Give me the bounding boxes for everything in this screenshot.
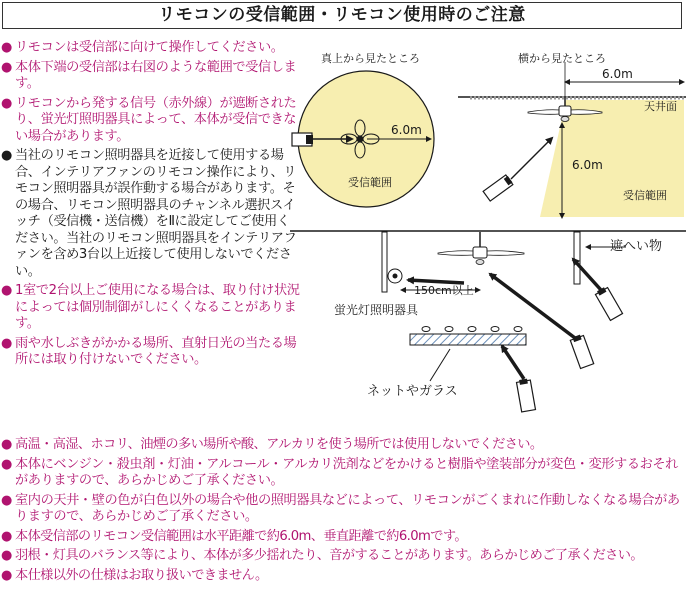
note-text: 室内の天井・壁の色が白色以外の場合や他の照明器具などによって、リモコンがごくまれに作動しなくなる場合がありますので、あらかじめご了承ください。 [15,492,680,524]
note-text: 本仕様以外の仕様はお取り扱いできません。 [15,567,268,583]
bullet-dot-icon: ● [1,40,12,55]
fluorescent-lamp-icon [388,269,402,283]
fluorescent-fixture-arm [382,232,387,292]
top-distance-label: 6.0m [391,123,422,137]
notes-left-list [1,40,301,372]
note-text: 高温・高湿、ホコリ、油煙の多い場所や酸、アルカリを使う場所では使用しないでください。 [15,437,543,452]
remote-emitter-icon [306,135,313,144]
bullet-dot-icon: ● [1,59,12,75]
note-text: 当社のリモコン照明器具を近接して使用する場合、インテリアファンのリモコン操作により、リモコン照明器具が誤作動する場合があります。その場合、リモコン照明器具のチャンネル選択スイッチ（受信機・送信機）をⅡに設定してご使用ください。当社のリモコン照明器具をインテリアファンを含め3台以上近接して使用しないでください。 [15,148,297,279]
obstacle-label: 遮へい物 [610,239,663,254]
note-text: 本体下端の受信部は右図のような範囲で受信します。 [15,59,297,91]
note-item [1,493,685,526]
remote-control-fluorescent-icon [570,334,594,369]
note-item [1,283,301,333]
note-item [1,568,685,585]
net-glass-panel [410,334,526,345]
note-item [1,40,301,57]
note-text: 羽根・灯具のバランス等により、本体が多少揺れたり、音がすることがあります。あらかじめご了承ください。 [15,548,643,563]
notes-bottom-list [1,437,685,587]
note-text: 雨や水しぶきがかかる場所、直射日光の当たる場所には取り付けないでください。 [15,335,297,367]
note-item [1,148,301,280]
note-item [1,336,301,369]
side-range-label: 受信範囲 [623,189,667,202]
glass-signal-arrow [502,346,524,379]
page-title: リモコンの受信範囲・リモコン使用時のご注意 [2,2,682,29]
remote-control-obstacle-icon [594,286,622,321]
ceiling-fan-lower-icon [438,232,524,265]
bullet-dot-icon: ● [1,528,12,544]
ceiling-label: 天井面 [644,100,677,113]
net-glass-pointer [430,349,450,381]
reception-range-diagram [290,36,686,436]
remote-control-side-icon [483,174,514,201]
top-range-label: 受信範囲 [348,176,392,189]
fluorescent-light-arrow [408,280,464,283]
obstacle-shield [574,232,580,284]
bullet-dot-icon: ● [1,148,12,163]
top-view-label: 真上から見たところ [321,52,420,65]
note-item [1,437,685,454]
bullet-dot-icon: ● [1,283,12,298]
note-text: 1室で2台以上ご使用になる場合は、取り付け状況によっては個別制御がしにくくなることがあります。 [15,283,300,331]
side-signal-arrow [511,138,552,179]
bullet-dot-icon: ● [1,492,12,508]
note-item [1,548,685,565]
bullet-dot-icon: ● [1,95,12,111]
clearance-label: 150cm以上 [414,284,474,297]
note-text: 本体にベンジン・殺虫剤・灯油・アルコール・アルカリ洗剤などをかけると樹脂や塗装部分が変色・変形するおそれがありますので、あらかじめご了承ください。 [15,456,678,488]
fluorescent-label: 蛍光灯照明器具 [334,303,419,317]
note-item [1,529,685,546]
note-text: リモコンは受信部に向けて操作してください。 [15,40,284,55]
side-view-label: 横から見たところ [518,52,606,65]
light-fixture-row-icon [422,327,522,332]
note-item [1,457,685,490]
bullet-dot-icon: ● [1,437,12,452]
side-vertical-distance-label: 6.0m [572,158,603,172]
note-item [1,60,301,93]
fluorescent-interference-arrow [490,274,575,338]
bullet-dot-icon: ● [1,456,12,472]
remote-control-glass-icon [516,378,535,412]
note-text: 本体受信部のリモコン受信範囲は水平距離で約6.0m、垂直距離で約6.0mです。 [15,528,467,544]
side-horizontal-distance-label: 6.0m [602,67,633,81]
net-glass-label: ネットやガラス [367,384,458,399]
bullet-dot-icon: ● [1,335,12,351]
bullet-dot-icon: ● [1,567,12,583]
bullet-dot-icon: ● [1,548,12,563]
note-text: リモコンから発する信号（赤外線）が遮断されたり、蛍光灯照明器具によって、本体が受信できない場合があります。 [15,95,297,144]
note-item [1,96,301,146]
